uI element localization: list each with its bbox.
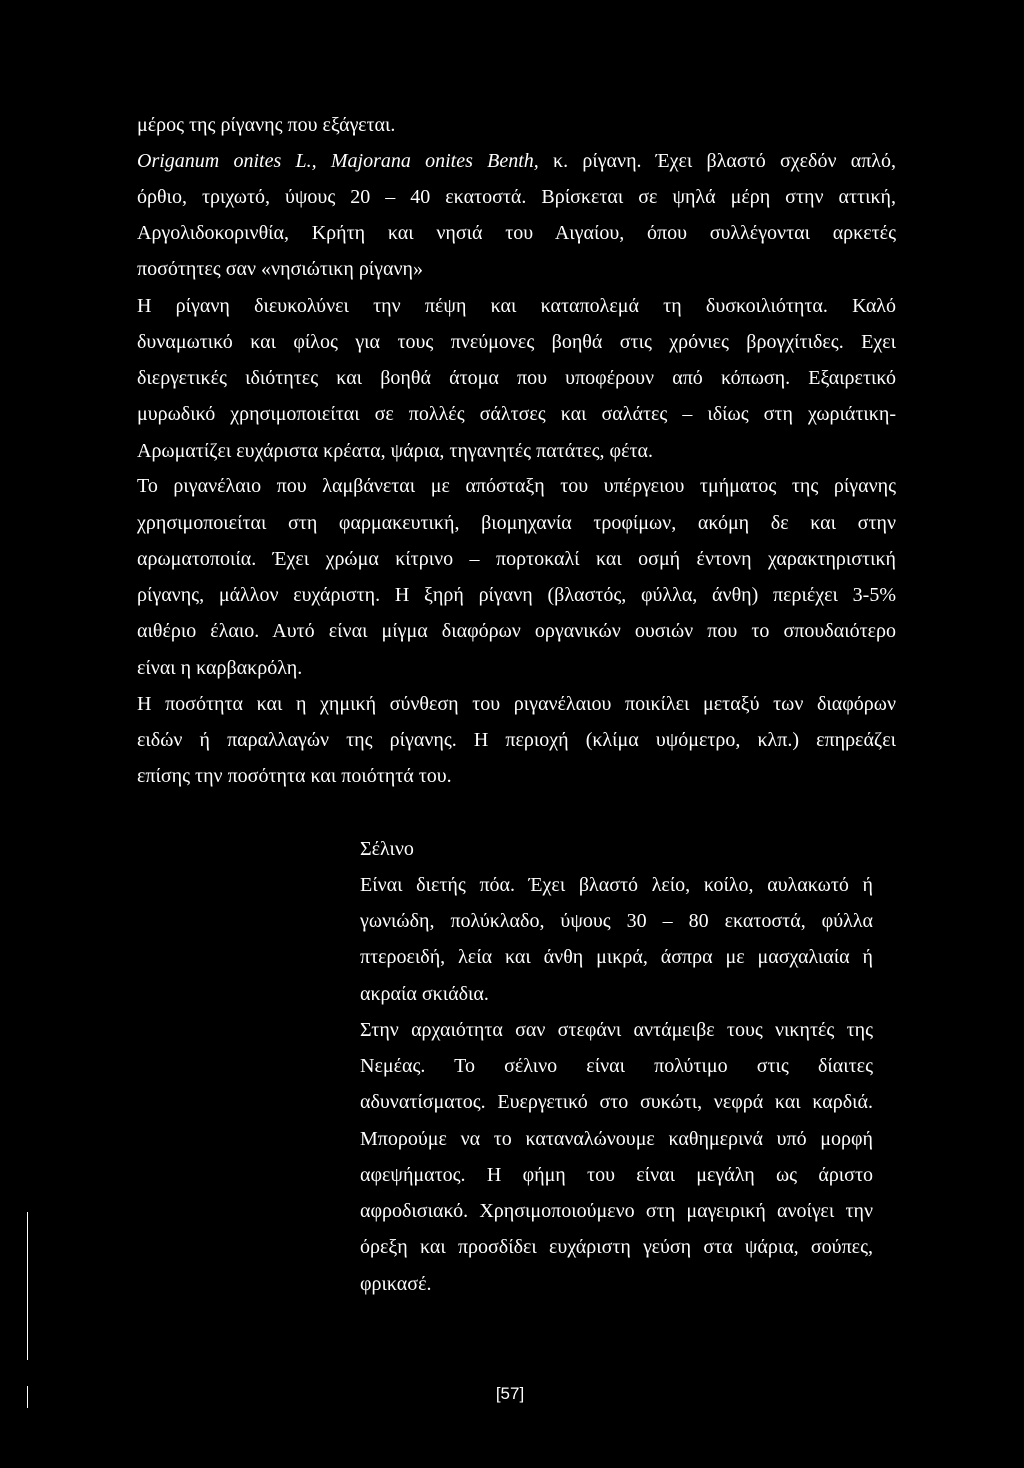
text-line: Στην αρχαιότητα σαν στεφάνι αντάμειβε τους νικητές της [360,1019,873,1041]
text-line: Νεμέας. Το σέλινο είναι πολύτιμο στις δίαιτες [360,1055,873,1077]
text-line: ποσότητες σαν «νησιώτικη ρίγανη» [137,258,423,280]
text-line: αιθέριο έλαιο. Αυτό είναι μίγμα διαφόρων οργανικών ουσιών που το σπουδαιότερο [137,620,896,642]
text-line: επίσης την ποσότητα και ποιότητά του. [137,765,452,787]
text-line: πτεροειδή, λεία και άνθη μικρά, άσπρα με μασχαλιαία ή [360,946,873,968]
text-line: Η ποσότητα και η χημική σύνθεση του ριγανέλαιου ποικίλει μεταξύ των διαφόρων [137,693,896,715]
text-line: χρησιμοποιείται στη φαρμακευτική, βιομηχανία τροφίμων, ακόμη δε και στην [137,512,896,534]
text-line: ρίγανης, μάλλον ευχάριστη. Η ξηρή ρίγανη (βλαστός, φύλλα, άνθη) περιέχει 3-5% [137,584,896,606]
text-line: Η ρίγανη διευκολύνει την πέψη και καταπολεμά τη δυσκοιλιότητα. Καλό [137,295,896,317]
text-line: είναι η καρβακρόλη. [137,657,303,679]
species-description: κ. ρίγανη. Έχει βλαστό σχεδόν απλό, [538,150,897,172]
margin-rule [27,1212,28,1360]
text-line: δυναμωτικό και φίλος για τους πνεύμονες βοηθά στις χρόνιες βρογχίτιδες. Εχει [137,331,896,353]
text-line: μέρος της ρίγανης που εξάγεται. [137,114,396,136]
text-line: αφροδισιακό. Χρησιμοποιούμενο στη μαγειρική ανοίγει την [360,1200,873,1222]
section-heading: Σέλινο [360,838,414,860]
text-line: αρωματοποιία. Έχει χρώμα κίτρινο – πορτοκαλί και οσμή έντονη χαρακτηριστική [137,548,896,570]
text-line: αφεψήματος. Η φήμη του είναι μεγάλη ως άριστο [360,1164,873,1186]
text-line: μυρωδικό χρησιμοποιείται σε πολλές σάλτσες και σαλάτες – ιδίως στη χωριάτικη- [137,403,896,425]
text-line: Το ριγανέλαιο που λαμβάνεται με απόσταξη του υπέργειου τμήματος της ρίγανης [137,475,896,497]
text-line: φρικασέ. [360,1273,432,1295]
text-line: Μπορούμε να το καταναλώνουμε καθημερινά υπό μορφή [360,1128,873,1150]
text-line: όρεξη και προσδίδει ευχάριστη γεύση στα ψάρια, σούπες, [360,1236,873,1258]
text-line: ακραία σκιάδια. [360,983,489,1005]
page-number: [57] [495,1384,525,1403]
species-line [137,149,896,173]
text-line: διεργετικές ιδιότητες και βοηθά άτομα που υποφέρουν από κόπωση. Εξαιρετικό [137,367,896,389]
text-line: Αργολιδοκορινθία, Κρήτη και νησιά του Αιγαίου, όπου συλλέγονται αρκετές [137,222,896,244]
text-line: Είναι διετής πόα. Έχει βλαστό λείο, κοίλο, αυλακωτό ή [360,874,873,896]
text-line: ειδών ή παραλλαγών της ρίγανης. Η περιοχή (κλίμα υψόμετρο, κλπ.) επηρεάζει [137,729,896,751]
latin-name: Origanum onites L., Majorana onites Benth, [137,150,539,172]
margin-rule [27,1386,28,1408]
text-line: γωνιώδη, πολύκλαδο, ύψους 30 – 80 εκατοστά, φύλλα [360,910,873,932]
text-line: Αρωματίζει ευχάριστα κρέατα, ψάρια, τηγανητές πατάτες, φέτα. [137,440,654,462]
text-line: όρθιο, τριχωτό, ύψους 20 – 40 εκατοστά. Βρίσκεται σε ψηλά μέρη στην αττική, [137,186,896,208]
text-line: αδυνατίσματος. Ευεργετικό στο συκώτι, νεφρά και καρδιά. [360,1091,873,1113]
